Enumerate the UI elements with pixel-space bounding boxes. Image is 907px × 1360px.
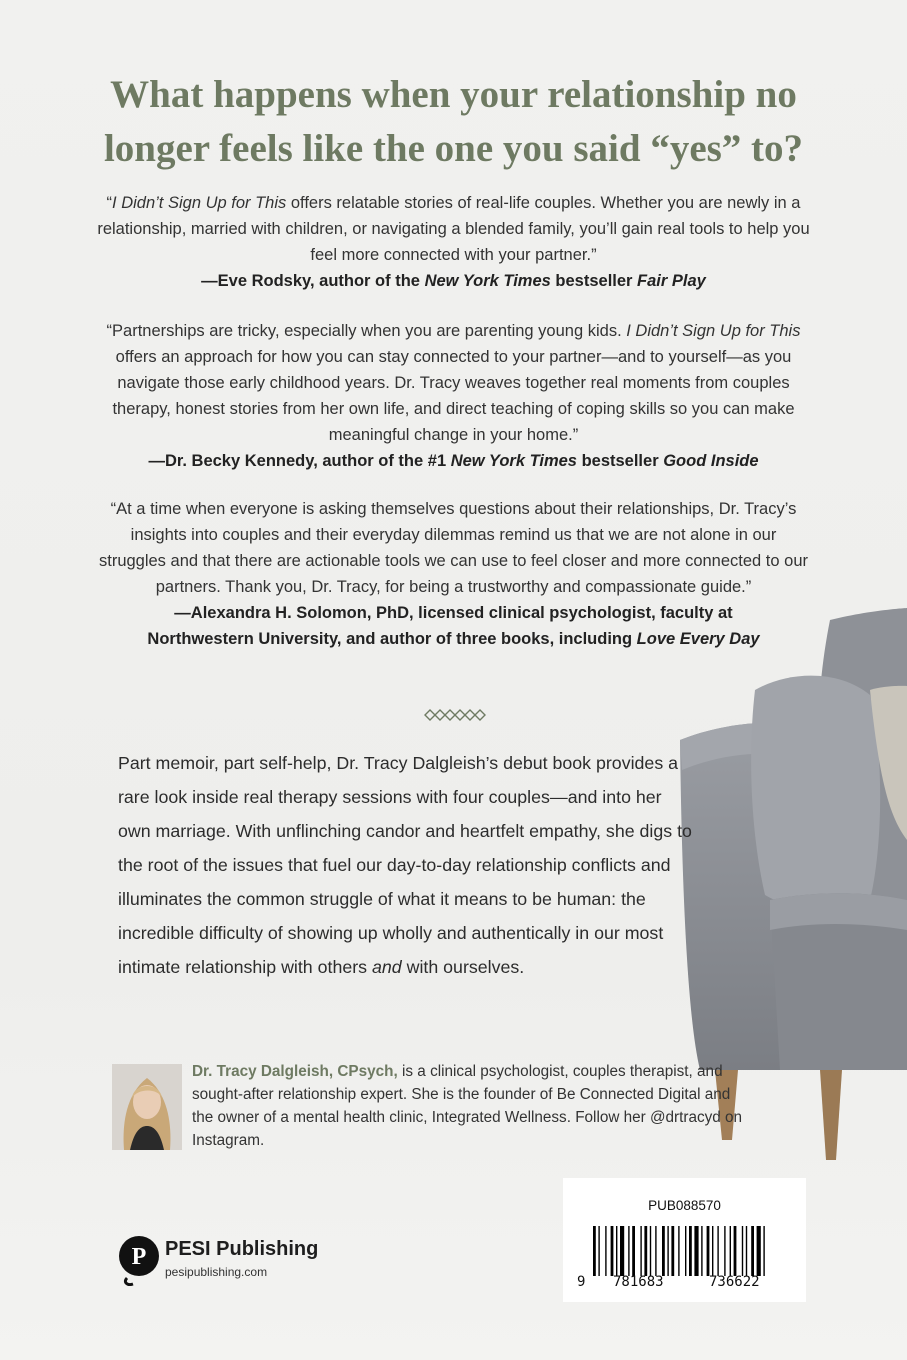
book-title: I Didn’t Sign Up for This xyxy=(112,194,287,212)
quote-attribution xyxy=(201,272,706,290)
barcode-icon xyxy=(593,1226,793,1276)
publisher-code: PUB088570 xyxy=(648,1198,721,1213)
book-description xyxy=(118,746,698,984)
description-italic: and xyxy=(372,957,402,977)
quote-text: offers relatable stories of real-life couples. Whether you are newly in a relationship, married with children, or navigating a blended family, you’ll gain real tools to help you feel more connected with your partner.” xyxy=(97,194,810,264)
attribution-mid: bestseller xyxy=(550,272,638,290)
description-part1: Part memoir, part self-help, Dr. Tracy Dalgleish’s debut book provides a rare look inside real therapy sessions with four couples—and into her own marriage. With unflinching candor and heartfelt empathy, she digs to the root of the issues that fuel our day-to-day relationship conflicts and illuminates the common struggle of what it means to be human: the incredible difficulty of showing up wholly and authentically in our most intimate relationship with others xyxy=(118,753,692,977)
attribution-book: Love Every Day xyxy=(636,630,760,648)
endorsement-quote-1 xyxy=(95,190,812,294)
author-bio-text: is a clinical psychologist, couples therapist, and sought-after relationship expert. She is the founder of Be Connected Digital and the owner of a mental health clinic, Integrated Wellness. Follow her @drtracyd on Instagram. xyxy=(192,1063,743,1149)
publisher-logo xyxy=(117,1232,377,1292)
headline: What happens when your relationship no longer feels like the one you said “yes” to? xyxy=(103,73,804,170)
author-name: Dr. Tracy Dalgleish, CPsych, xyxy=(192,1063,398,1080)
attribution-line1: —Alexandra H. Solomon, PhD, licensed clinical psychologist, faculty at xyxy=(174,604,733,622)
author-bio xyxy=(192,1060,752,1152)
quote-open: “ xyxy=(106,194,113,212)
description-part2: with ourselves. xyxy=(401,957,525,977)
isbn-group-1: 781683 xyxy=(613,1274,664,1290)
endorsement-quote-2 xyxy=(95,318,812,474)
quote-text-before: “Partnerships are tricky, especially when you are parenting young kids. xyxy=(106,322,627,340)
diamond-divider-icon xyxy=(420,707,490,723)
publisher-name: PESI Publishing xyxy=(165,1238,319,1260)
attribution-book: Good Inside xyxy=(663,452,759,470)
publisher-url: pesipublishing.com xyxy=(165,1265,268,1279)
quote-text-after: offers an approach for how you can stay connected to your partner—and to yourself—as you navigate those early childhood years. Dr. Tracy weaves together real moments from couples therapy, honest stories from her own life, and direct teaching of coping skills so you can make meaningful change in your home.” xyxy=(112,348,795,444)
attribution-publication: New York Times xyxy=(424,272,551,290)
quote-attribution xyxy=(148,452,758,470)
attribution-book: Fair Play xyxy=(637,272,706,290)
author-photo xyxy=(112,1064,182,1150)
isbn-first-digit: 9 xyxy=(577,1274,586,1290)
book-title: I Didn’t Sign Up for This xyxy=(626,322,801,340)
quote-text: “At a time when everyone is asking themselves questions about their relationships, Dr. Tracy’s insights into couples and their everyday dilemmas remind us that we are not alone in our struggles and that there are actionable tools we can use to feel closer and more connected to our partners. Thank you, Dr. Tracy, for being a trustworthy and compassionate guide.” xyxy=(98,500,809,596)
quote-attribution xyxy=(147,604,759,648)
attribution-mid: bestseller xyxy=(576,452,664,470)
attribution-publication: New York Times xyxy=(450,452,577,470)
isbn-group-2: 736622 xyxy=(709,1274,760,1290)
svg-text:P: P xyxy=(131,1244,147,1270)
publisher-p-icon xyxy=(117,1234,161,1286)
endorsement-quote-3 xyxy=(95,496,812,652)
barcode-box xyxy=(563,1178,806,1302)
attribution-prefix: —Dr. Becky Kennedy, author of the #1 xyxy=(148,452,451,470)
attribution-line2: Northwestern University, and author of three books, including xyxy=(147,630,637,648)
attribution-prefix: —Eve Rodsky, author of the xyxy=(201,272,425,290)
